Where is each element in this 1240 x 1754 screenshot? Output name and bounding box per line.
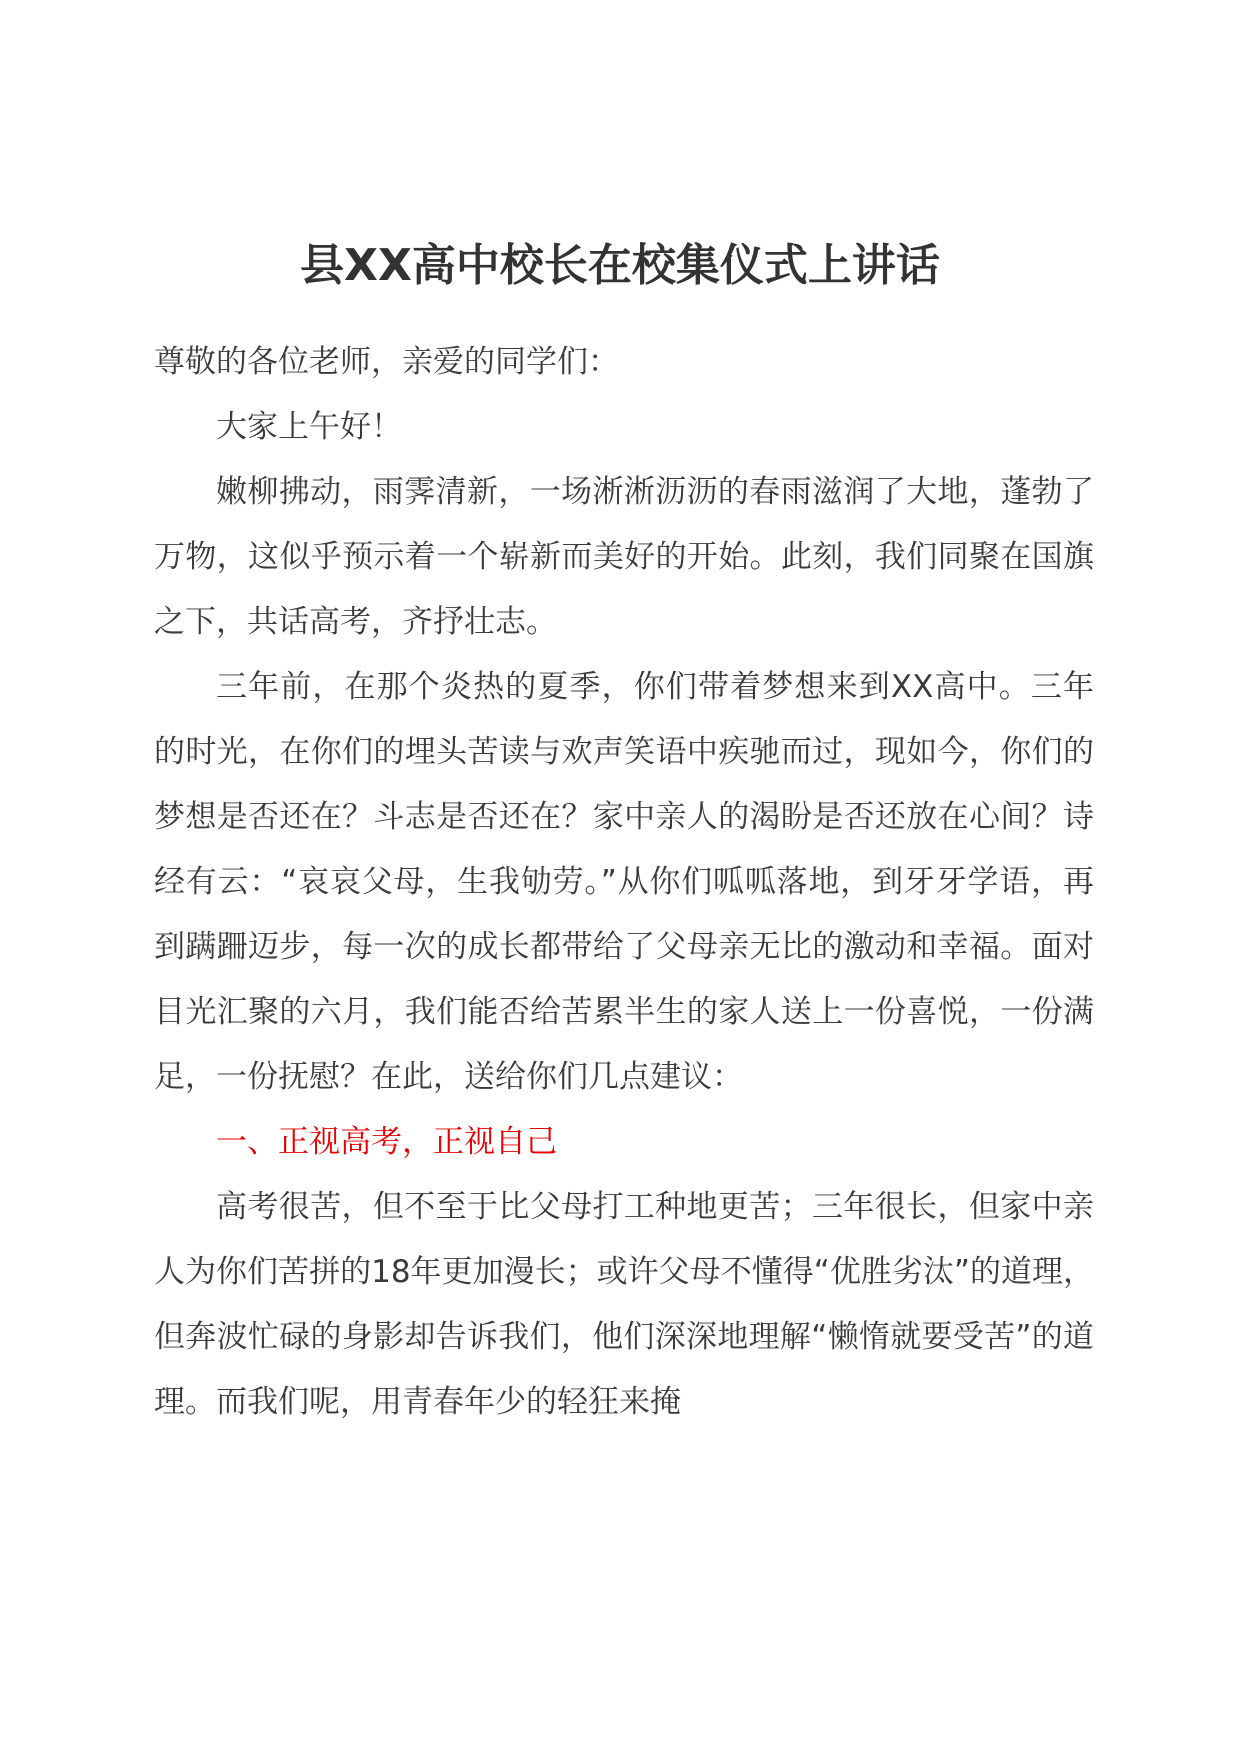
salutation: 尊敬的各位老师，亲爱的同学们： [154, 344, 619, 380]
paragraph: 三年前，在那个炎热的夏季，你们带着梦想来到XX高中。三年的时光，在你们的埋头苦读与欢声笑语中疾驰而过，现如今，你们的梦想是否还在？斗志是否还在？家中亲人的渴盼是否还放在心间？诗经有云：“哀哀父母，生我劬劳。”从你们呱呱落地，到牙牙学语，再到蹒跚迈步，每一次的成长都带给了父母亲无比的激动和幸福。面对目光汇聚的六月，我们能否给苦累半生的家人送上一份喜悦，一份满足，一份抚慰？在此，送给你们几点建议： [154, 669, 1094, 1095]
section-heading: 一、正视高考，正视自己 [216, 1124, 557, 1160]
section-paragraph: 高考很苦，但不至于比父母打工种地更苦；三年很长，但家中亲人为你们苦拼的18年更加漫长；或许父母不懂得“优胜劣汰”的道理，但奔波忙碌的身影却告诉我们，他们深深地理解“懒惰就要受苦”的道理。而我们呢，用青春年少的轻狂来掩 [154, 1189, 1094, 1420]
paragraph: 嫩柳拂动，雨霁清新，一场淅淅沥沥的春雨滋润了大地，蓬勃了万物，这似乎预示着一个崭新而美好的开始。此刻，我们同聚在国旗之下，共话高考，齐抒壮志。 [154, 474, 1094, 640]
greeting: 大家上午好！ [216, 409, 402, 445]
document-title: 县XX高中校长在校集仪式上讲话 [300, 240, 940, 291]
document-body [154, 330, 1094, 1435]
